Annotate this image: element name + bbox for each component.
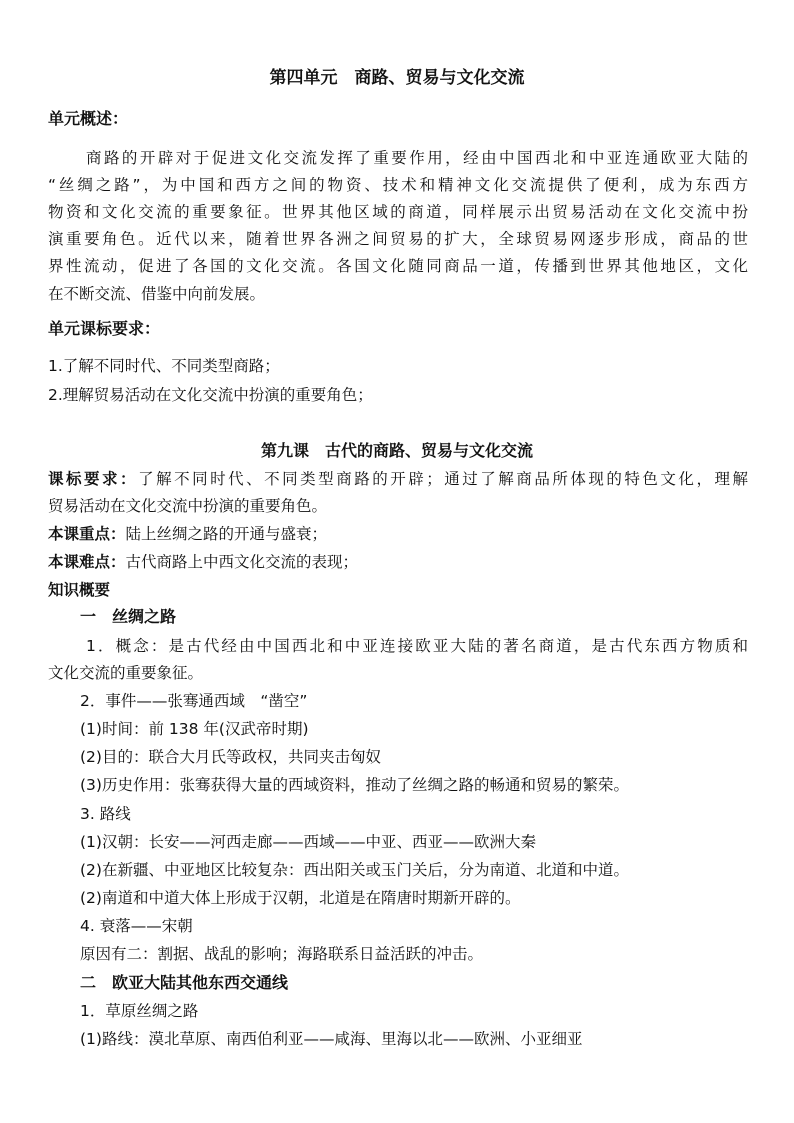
standards-heading: 单元课标要求： (48, 319, 161, 338)
event-purpose: (2)目的：联合大月氏等政权，共同夹击匈奴 (80, 748, 381, 766)
overview-heading: 单元概述： (48, 109, 129, 128)
lesson-key-point (48, 523, 748, 545)
overview-line-6: 在不断交流、借鉴中向前发展。 (48, 285, 266, 303)
steppe-route: (1)路线：漠北草原、南西伯利亚——咸海、里海以北——欧洲、小亚细亚 (80, 1030, 583, 1048)
section-1-heading: 一 丝绸之路 (80, 607, 177, 626)
overview-line-4: 演重要角色。近代以来，随着世界各洲之间贸易的扩大，全球贸易网逐步形成，商品的世 (48, 230, 748, 248)
event-line: 2．事件——张骞通西域 “凿空” (80, 692, 308, 710)
decline-reason: 原因有二：割据、战乱的影响；海路联系日益活跃的冲击。 (80, 945, 484, 963)
key-point-label: 本课重点： (48, 525, 126, 543)
route-title: 3. 路线 (80, 805, 131, 823)
concept-line-1: 1．概念：是古代经由中国西北和中亚连接欧亚大陆的著名商道，是古代东西方物质和 (86, 637, 748, 655)
lesson-requirement-line-2: 贸易活动在文化交流中扮演的重要角色。 (48, 497, 328, 515)
difficulty-text: 古代商路上中西文化交流的表现； (125, 553, 359, 571)
lesson-requirement-line-1 (48, 468, 748, 490)
event-time: (1)时间：前 138 年(汉武帝时期) (80, 720, 309, 738)
requirement-text: 了解不同时代、不同类型商路的开辟；通过了解商品所体现的特色文化，理解 (138, 470, 748, 488)
event-effect: (3)历史作用：张骞获得大量的西域资料，推动了丝绸之路的畅通和贸易的繁荣。 (80, 776, 629, 794)
lesson-difficulty (48, 551, 748, 573)
overview-line-3: 物资和文化交流的重要象征。世界其他区域的商道，同样展示出贸易活动在文化交流中扮 (48, 203, 748, 221)
route-item-2: (2)在新疆、中亚地区比较复杂：西出阳关或玉门关后，分为南道、北道和中道。 (80, 861, 629, 879)
key-point-text: 陆上丝绸之路的开通与盛衰； (125, 525, 328, 543)
concept-line-2: 文化交流的重要象征。 (48, 664, 204, 682)
overview-line-2: “丝绸之路”，为中国和西方之间的物资、技术和精神文化交流提供了便利，成为东西方 (48, 176, 748, 194)
standard-item-1: 1.了解不同时代、不同类型商路； (48, 357, 280, 375)
overview-line-1: 商路的开辟对于促进文化交流发挥了重要作用，经由中国西北和中亚连通欧亚大陆的 (86, 149, 748, 167)
route-item-3: (2)南道和中道大体上形成于汉朝，北道是在隋唐时期新开辟的。 (80, 889, 521, 907)
route-item-1: (1)汉朝：长安——河西走廊——西域——中亚、西亚——欧洲大秦 (80, 833, 536, 851)
unit-title: 第四单元 商路、贸易与文化交流 (269, 68, 525, 88)
requirement-label: 课标要求： (48, 470, 139, 488)
lesson-title: 第九课 古代的商路、贸易与文化交流 (260, 441, 533, 460)
section-2-heading: 二 欧亚大陆其他东西交通线 (80, 973, 289, 992)
summary-heading: 知识概要 (48, 581, 111, 599)
steppe-title: 1．草原丝绸之路 (80, 1002, 199, 1020)
standard-item-2: 2.理解贸易活动在文化交流中扮演的重要角色； (48, 386, 373, 404)
overview-line-5: 界性流动，促进了各国的文化交流。各国文化随同商品一道，传播到世界其他地区，文化 (48, 257, 748, 275)
decline-title: 4. 衰落——宋朝 (80, 917, 193, 935)
difficulty-label: 本课难点： (48, 553, 126, 571)
